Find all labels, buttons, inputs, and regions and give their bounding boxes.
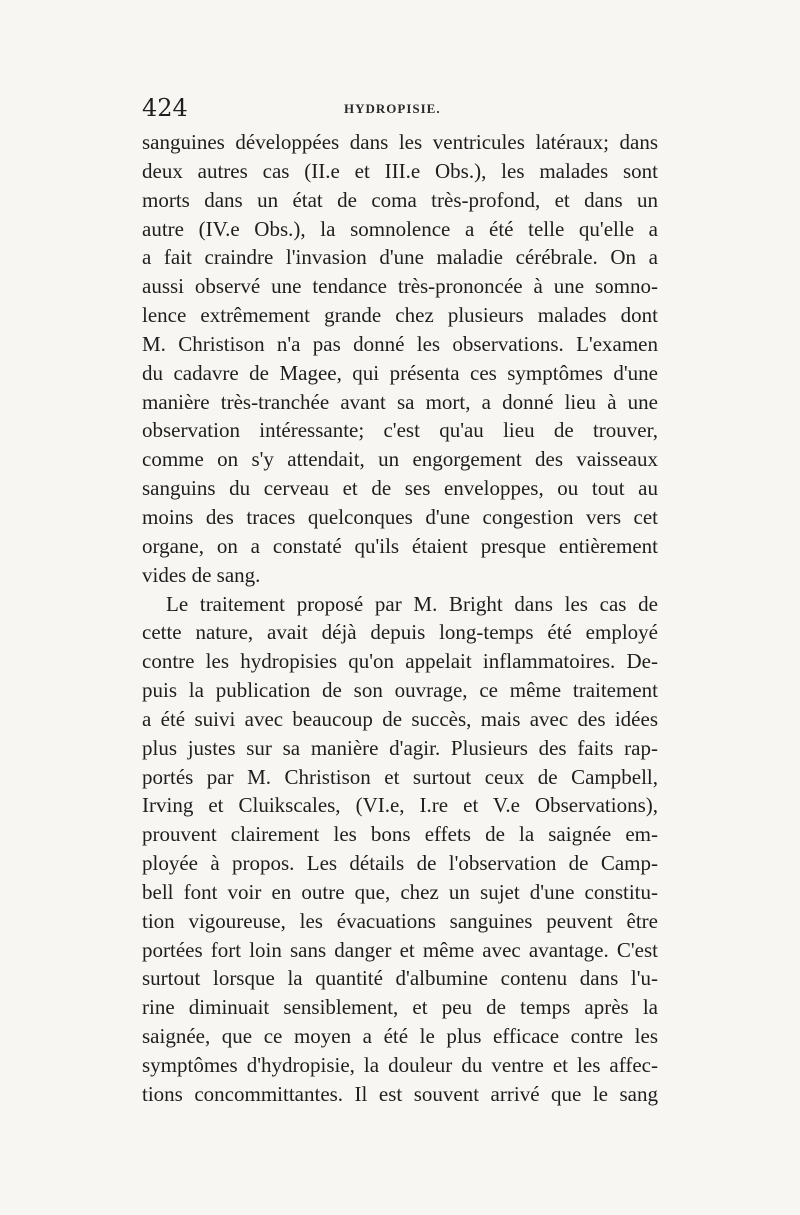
text-line: sanguines développées dans les ventricules latéraux; dans	[142, 130, 658, 154]
text-line: aussi observé une tendance très-prononcée à une somno-	[142, 274, 658, 299]
text-line: lence extrêmement grande chez plusieurs malades dont	[142, 303, 658, 328]
text-line: prouvent clairement les bons effets de la saignée em-	[142, 822, 658, 847]
text-line: autre (IV.e Obs.), la somnolence a été telle qu'elle a	[142, 216, 658, 241]
text-line: puis la publication de son ouvrage, ce même traitement	[142, 678, 658, 703]
text-line: bell font voir en outre que, chez un sujet d'une constitu-	[142, 879, 658, 904]
text-line: symptômes d'hydropisie, la douleur du ventre et les affec-	[142, 1053, 658, 1077]
text-line: morts dans un état de coma très-profond, et dans un	[142, 187, 658, 212]
page-header	[142, 94, 672, 124]
paragraph-end-line: vides de sang.	[142, 562, 261, 587]
page-number: 424	[142, 94, 188, 122]
paragraph-start-line: Le traitement proposé par M. Bright dans les cas de	[166, 591, 658, 616]
text-line: organe, on a constaté qu'ils étaient presque entièrement	[142, 533, 658, 558]
text-line: Irving et Cluikscales, (VI.e, I.re et V.e Observations),	[142, 793, 658, 818]
text-line: saignée, que ce moyen a été le plus efficace contre les	[142, 1024, 658, 1049]
text-line: a été suivi avec beaucoup de succès, mais avec des idées	[142, 706, 658, 731]
text-line: rine diminuait sensiblement, et peu de temps après la	[142, 995, 658, 1020]
text-line: comme on s'y attendait, un engorgement des vaisseaux	[142, 447, 658, 472]
text-line: observation intéressante; c'est qu'au lieu de trouver,	[142, 418, 658, 443]
text-line: a fait craindre l'invasion d'une maladie cérébrale. On a	[142, 245, 658, 270]
text-line: surtout lorsque la quantité d'albumine contenu dans l'u-	[142, 966, 658, 991]
running-head: HYDROPISIE.	[344, 101, 441, 116]
text-line: deux autres cas (II.e et III.e Obs.), les malades sont	[142, 158, 658, 183]
text-line: M. Christison n'a pas donné les observations. L'examen	[142, 331, 658, 356]
text-line: sanguins du cerveau et de ses enveloppes, ou tout au	[142, 476, 658, 501]
text-line: cette nature, avait déjà depuis long-temps été employé	[142, 620, 658, 645]
text-line: plus justes sur sa manière d'agir. Plusieurs des faits rap-	[142, 735, 658, 760]
body-text	[142, 128, 658, 1109]
text-line: portées fort loin sans danger et même avec avantage. C'est	[142, 937, 658, 962]
text-line: tion vigoureuse, les évacuations sanguines peuvent être	[142, 908, 658, 933]
text-line: moins des traces quelconques d'une congestion vers cet	[142, 504, 658, 529]
text-line: portés par M. Christison et surtout ceux de Campbell,	[142, 764, 658, 789]
text-line: tions concommittantes. Il est souvent arrivé que le sang	[142, 1081, 658, 1106]
text-line: manière très-tranchée avant sa mort, a donné lieu à une	[142, 389, 658, 414]
text-line: ployée à propos. Les détails de l'observation de Camp-	[142, 851, 658, 876]
text-line: du cadavre de Magee, qui présenta ces symptômes d'une	[142, 360, 658, 385]
text-line: contre les hydropisies qu'on appelait inflammatoires. De-	[142, 649, 658, 674]
